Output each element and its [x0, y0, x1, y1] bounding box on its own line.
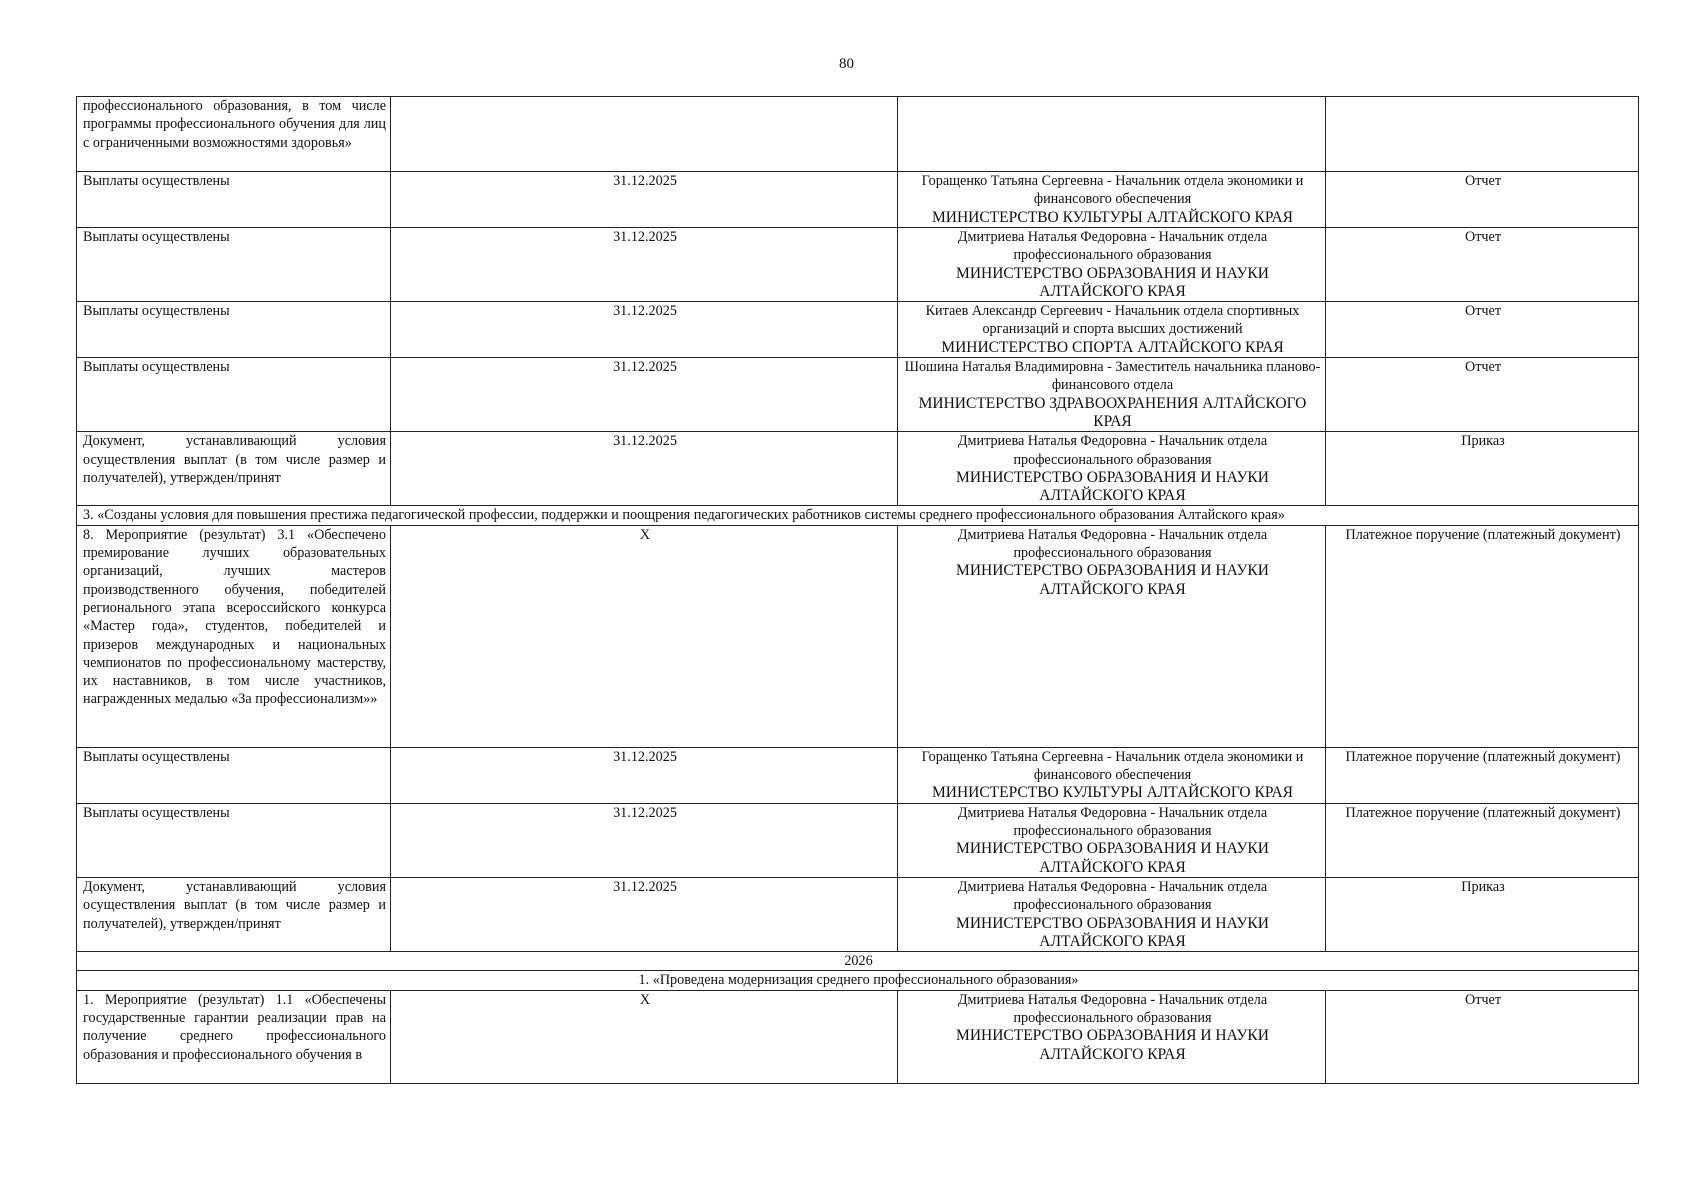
responsible-ministry: МИНИСТЕРСТВО КУЛЬТУРЫ АЛТАЙСКОГО КРАЯ	[931, 208, 1294, 226]
result-cell: Документ, устанавливающий условия осуществления выплат (в том числе размер и получателей), утвержден/принят	[77, 432, 391, 506]
responsible-cell	[898, 172, 1326, 228]
responsible-ministry: МИНИСТЕРСТВО ОБРАЗОВАНИЯ И НАУКИ АЛТАЙСКОГО КРАЯ	[956, 840, 1269, 876]
responsible-person: Горащенко Татьяна Сергеевна - Начальник отдела экономики и финансового обеспечения	[921, 173, 1304, 208]
result-cell: Выплаты осуществлены	[77, 302, 391, 358]
document-type-cell: Платежное поручение (платежный документ)	[1326, 747, 1639, 803]
date-cell: 31.12.2025	[391, 803, 898, 877]
date-cell: 31.12.2025	[391, 228, 898, 302]
responsible-cell	[898, 525, 1326, 747]
result-cell: Выплаты осуществлены	[77, 172, 391, 228]
responsible-cell	[898, 747, 1326, 803]
responsible-person: Горащенко Татьяна Сергеевна - Начальник отдела экономики и финансового обеспечения	[921, 748, 1304, 784]
result-cell: профессионального образования, в том числе программы профессионального обучения для лиц с ограниченными возможностями здоровья»	[77, 97, 391, 172]
date-cell: 31.12.2025	[391, 302, 898, 358]
document-type-cell: Платежное поручение (платежный документ)	[1326, 525, 1639, 747]
document-type-cell: Отчет	[1326, 358, 1639, 432]
responsible-cell	[898, 97, 1326, 172]
document-type-cell: Отчет	[1326, 172, 1639, 228]
table-row	[77, 97, 1639, 172]
document-type-cell: Отчет	[1326, 990, 1639, 1083]
result-cell: Выплаты осуществлены	[77, 803, 391, 877]
date-cell: 31.12.2025	[391, 877, 898, 951]
responsible-person: Дмитриева Наталья Федоровна - Начальник отдела профессионального образования	[957, 804, 1268, 840]
result-cell: Документ, устанавливающий условия осуществления выплат (в том числе размер и получателей), утвержден/принят	[77, 877, 391, 951]
responsible-person: Дмитриева Наталья Федоровна - Начальник отдела профессионального образования	[957, 526, 1268, 562]
result-cell: Выплаты осуществлены	[77, 228, 391, 302]
date-cell: 31.12.2025	[391, 432, 898, 506]
responsible-person: Дмитриева Наталья Федоровна - Начальник отдела профессионального образования	[957, 991, 1268, 1027]
result-cell: Выплаты осуществлены	[77, 358, 391, 432]
responsible-person: Китаев Александр Сергеевич - Начальник отдела спортивных организаций и спорта высших достижений	[925, 303, 1300, 338]
page-number: 80	[839, 56, 854, 72]
table-row	[77, 172, 1639, 228]
responsible-person: Шошина Наталья Владимировна - Заместитель начальника планово-финансового отдела	[904, 359, 1321, 394]
responsible-ministry: МИНИСТЕРСТВО ОБРАЗОВАНИЯ И НАУКИ АЛТАЙСКОГО КРАЯ	[956, 264, 1269, 300]
date-cell: 31.12.2025	[391, 172, 898, 228]
responsible-cell	[898, 990, 1326, 1083]
responsible-ministry: МИНИСТЕРСТВО ОБРАЗОВАНИЯ И НАУКИ АЛТАЙСКОГО КРАЯ	[956, 562, 1269, 598]
year-heading: 2026	[77, 952, 1639, 971]
date-cell: 31.12.2025	[391, 747, 898, 803]
date-cell: X	[391, 525, 898, 747]
section-row	[77, 971, 1639, 990]
responsible-person: Дмитриева Наталья Федоровна - Начальник отдела профессионального образования	[957, 433, 1268, 468]
responsible-cell	[898, 302, 1326, 358]
responsible-cell	[898, 228, 1326, 302]
document-type-cell: Отчет	[1326, 302, 1639, 358]
date-cell: 31.12.2025	[391, 358, 898, 432]
responsible-cell	[898, 803, 1326, 877]
responsible-ministry: МИНИСТЕРСТВО ОБРАЗОВАНИЯ И НАУКИ АЛТАЙСКОГО КРАЯ	[956, 914, 1269, 950]
year-row	[77, 952, 1639, 971]
table-row	[77, 990, 1639, 1083]
table-row	[77, 525, 1639, 747]
section-heading: 1. «Проведена модернизация среднего профессионального образования»	[77, 971, 1639, 990]
document-type-cell: Приказ	[1326, 877, 1639, 951]
result-cell: 8. Мероприятие (результат) 3.1 «Обеспечено премирование лучших образовательных организаций, лучших мастеров производственного обучения, победителей регионального этапа всероссийского конкурса «Мастер года», студентов, победителей и призеров международных и национальных чемпионатов по профессиональному мастерству, их наставников, в том числе участников, награжденных медалью «За профессионализм»»	[77, 525, 391, 747]
responsible-ministry: МИНИСТЕРСТВО КУЛЬТУРЫ АЛТАЙСКОГО КРАЯ	[931, 784, 1294, 802]
responsible-cell	[898, 358, 1326, 432]
table-row	[77, 747, 1639, 803]
responsible-person: Дмитриева Наталья Федоровна - Начальник отдела профессионального образования	[957, 878, 1268, 914]
table-row	[77, 803, 1639, 877]
responsible-cell	[898, 432, 1326, 506]
table-row	[77, 302, 1639, 358]
document-type-cell: Платежное поручение (платежный документ)	[1326, 803, 1639, 877]
table-row	[77, 432, 1639, 506]
result-cell: Выплаты осуществлены	[77, 747, 391, 803]
date-cell: X	[391, 990, 898, 1083]
table-row	[77, 228, 1639, 302]
document-type-cell: Приказ	[1326, 432, 1639, 506]
document-type-cell	[1326, 97, 1639, 172]
responsible-person: Дмитриева Наталья Федоровна - Начальник отдела профессионального образования	[957, 229, 1268, 264]
section-heading: 3. «Созданы условия для повышения престижа педагогической профессии, поддержки и поощрения педагогических работников системы среднего профессионального образования Алтайского края»	[77, 506, 1639, 525]
document-type-cell: Отчет	[1326, 228, 1639, 302]
responsible-ministry: МИНИСТЕРСТВО ОБРАЗОВАНИЯ И НАУКИ АЛТАЙСКОГО КРАЯ	[956, 1027, 1269, 1063]
responsible-cell	[898, 877, 1326, 951]
responsible-ministry: МИНИСТЕРСТВО ОБРАЗОВАНИЯ И НАУКИ АЛТАЙСКОГО КРАЯ	[956, 468, 1269, 505]
responsible-ministry: МИНИСТЕРСТВО СПОРТА АЛТАЙСКОГО КРАЯ	[941, 338, 1284, 356]
plan-table	[76, 96, 1639, 1084]
table-row	[77, 877, 1639, 951]
result-cell: 1. Мероприятие (результат) 1.1 «Обеспечены государственные гарантии реализации прав на получение среднего профессионального образования и профессионального обучения в	[77, 990, 391, 1083]
date-cell	[391, 97, 898, 172]
table-row	[77, 358, 1639, 432]
section-row	[77, 506, 1639, 525]
responsible-ministry: МИНИСТЕРСТВО ЗДРАВООХРАНЕНИЯ АЛТАЙСКОГО КРАЯ	[918, 394, 1307, 430]
